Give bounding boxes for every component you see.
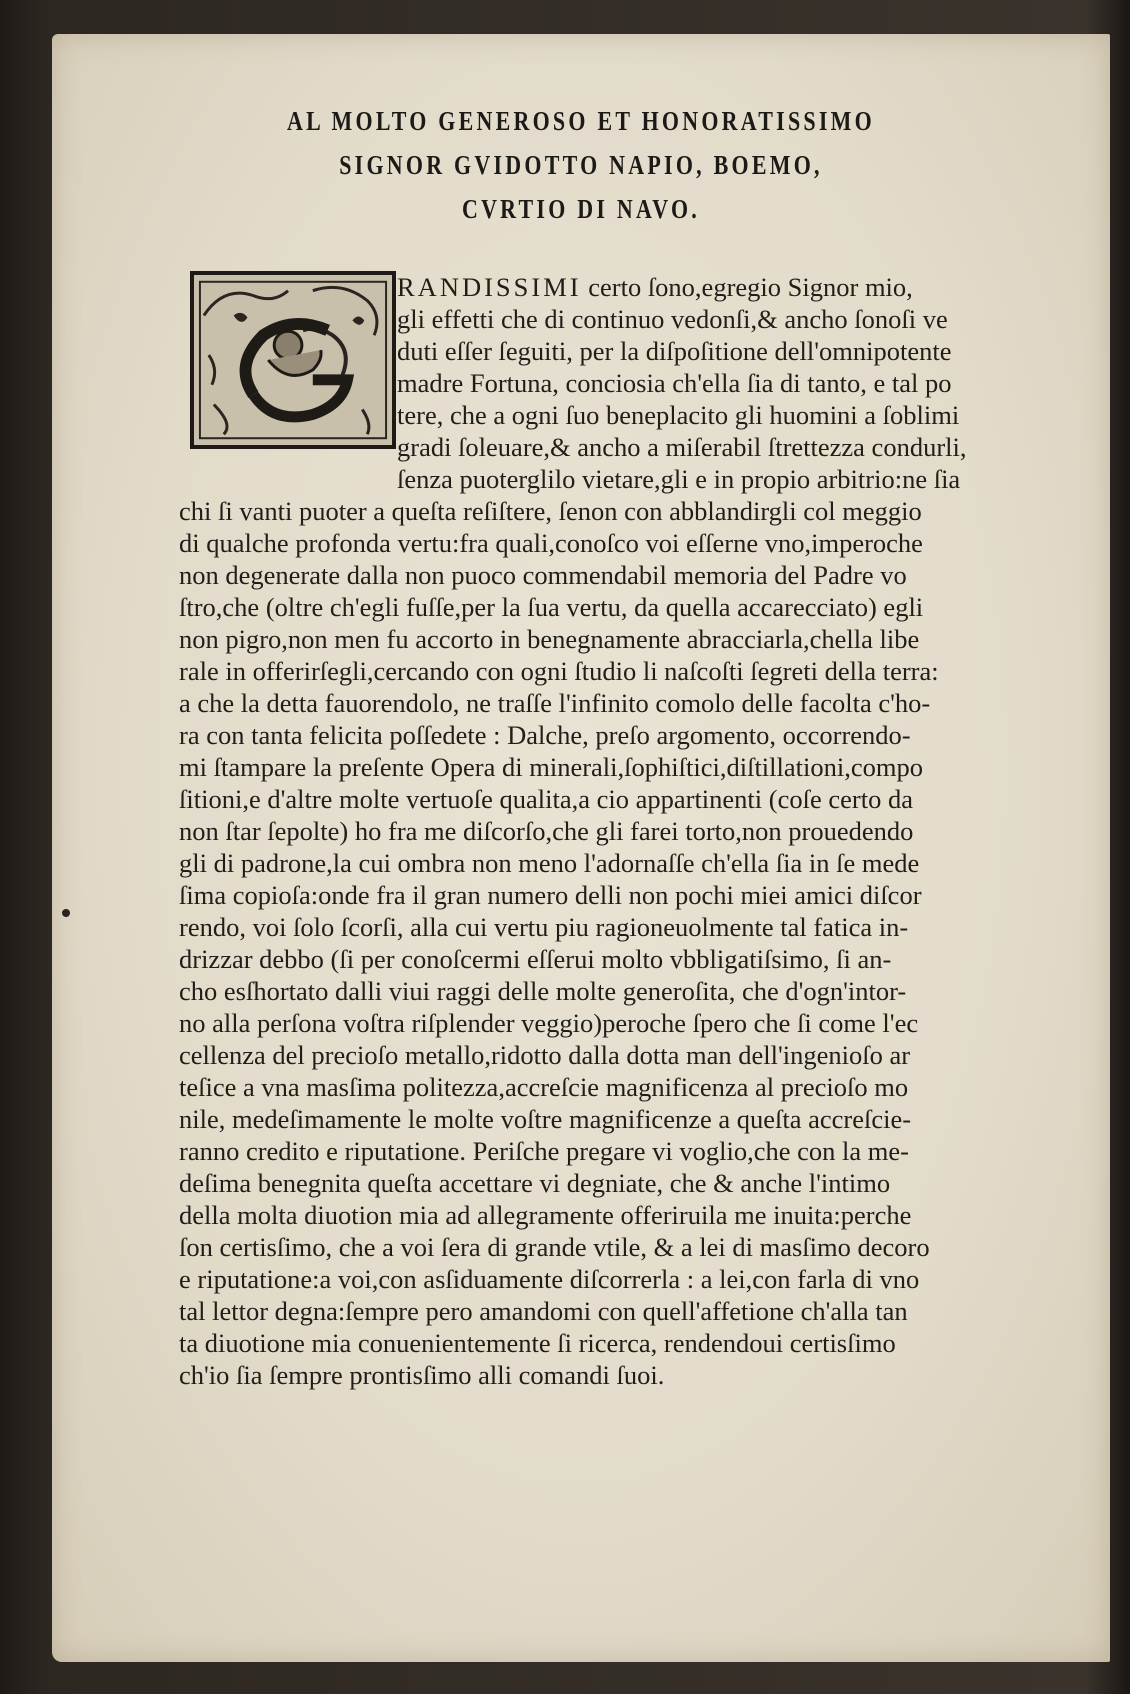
text-line: nile, medeſimamente le molte voſtre magnificenze a queſta accreſcie-: [179, 1104, 912, 1134]
dedication-heading-line-1: AL MOLTO GENEROSO ET HONORATISSIMO: [287, 106, 875, 136]
text-line: rendo, voi ſolo ſcorſi, alla cui vertu piu ragioneuolmente tal fatica in-: [179, 912, 909, 942]
text-line: tere, che a ogni ſuo beneplacito gli huomini a ſoblimi: [397, 400, 960, 430]
text-line: non degenerate dalla non puoco commendabil memoria del Padre vo: [179, 560, 907, 590]
text-line: ſima copioſa:onde fra il gran numero delli non pochi miei amici diſcor: [179, 880, 922, 910]
text-line: ſitioni,e d'altre molte vertuoſe qualita,a cio appartinenti (coſe certo da: [179, 784, 913, 814]
text-line: mi ſtampare la preſente Opera di minerali,ſophiſtici,diſtillationi,compo: [179, 752, 923, 782]
text-line: gli effetti che di continuo vedonſi,& ancho ſonoſi ve: [397, 304, 948, 334]
dedication-heading-line-2: SIGNOR GVIDOTTO NAPIO, BOEMO,: [339, 150, 823, 180]
text-line: della molta diuotion mia ad allegramente offeriruila me inuita:perche: [179, 1200, 912, 1230]
ink-spot: [62, 909, 70, 917]
text-line: chi ſi vanti puoter a queſta reſiſtere, ſenon con abblandirgli col meggio: [179, 496, 922, 526]
text-line: duti eſſer ſeguiti, per la diſpoſitione dell'omnipotente: [397, 336, 952, 366]
text-line: tal lettor degna:ſempre pero amandomi con quell'affetione ch'alla tan: [179, 1296, 908, 1326]
text-line: a che la detta fauorendolo, ne traſſe l'infinito comolo delle facolta c'ho-: [179, 688, 931, 718]
text-line: ſtro,che (oltre ch'egli fuſſe,per la ſua vertu, da quella accarecciato) egli: [179, 592, 924, 622]
text-line: gradi ſoleuare,& ancho a miſerabil ſtrettezza condurli,: [397, 432, 967, 462]
text-line: ſon certisſimo, che a voi ſera di grande vtile, & a lei di masſimo decoro: [179, 1232, 930, 1262]
text-line: ra con tanta felicita poſſedete : Dalche, preſo argomento, occorrendo-: [179, 720, 911, 750]
text-line: e riputatione:a voi,con asſiduamente diſcorrerla : a lei,con farla di vno: [179, 1264, 920, 1294]
text-line: drizzar debbo (ſi per conoſcermi eſſerui molto vbbligatiſsimo, ſi an-: [179, 944, 892, 974]
text-line: ſenza puoterglilo vietare,gli e in propio arbitrio:ne ſia: [397, 464, 961, 494]
text-line: no alla perſona voſtra riſplender veggio)peroche ſpero che ſi come l'ec: [179, 1008, 919, 1038]
document-page: [52, 34, 1110, 1662]
text-line: rale in offerirſegli,cercando con ogni ſtudio li naſcoſti ſegreti della terra:: [179, 656, 939, 686]
dedication-heading-line-3: CVRTIO DI NAVO.: [461, 194, 701, 224]
text-line: ch'io ſia ſempre prontisſimo alli comandi ſuoi.: [179, 1360, 665, 1390]
text-line: ranno credito e riputatione. Periſche pregare vi voglio,che con la me-: [179, 1136, 909, 1166]
historiated-initial-g-icon: [190, 271, 396, 449]
text-line: teſice a vna masſima politezza,accreſcie magnificenza al precioſo mo: [179, 1072, 909, 1102]
text-line: certo ſono,egregio Signor mio,: [588, 272, 913, 302]
text-line: non ſtar ſepolte) ho fra me diſcorſo,che gli farei torto,non prouedendo: [179, 816, 914, 846]
text-line: di qualche profonda vertu:fra quali,conoſco voi eſſerne vno,imperoche: [179, 528, 923, 558]
text-line: gli di padrone,la cui ombra non meno l'adornaſſe ch'ella ſia in ſe mede: [179, 848, 920, 878]
text-line: ta diuotione mia conuenientemente ſi ricerca, rendendoui certisſimo: [179, 1328, 896, 1358]
text-line: madre Fortuna, conciosia ch'ella ſia di tanto, e tal po: [397, 368, 952, 398]
text-line: cellenza del precioſo metallo,ridotto dalla dotta man dell'ingenioſo ar: [179, 1040, 911, 1070]
opening-line: [397, 272, 913, 303]
opening-word: RANDISSIMI: [397, 272, 582, 302]
woodcut-initial-g-icon: [194, 275, 392, 445]
text-line: cho esſhortato dalli viui raggi delle molte generoſita, che d'ogn'intor-: [179, 976, 907, 1006]
text-line: non pigro,non men fu accorto in benegnamente abracciarla,chella libe: [179, 624, 920, 654]
text-line: deſima benegnita queſta accettare vi degniate, che & anche l'intimo: [179, 1168, 891, 1198]
